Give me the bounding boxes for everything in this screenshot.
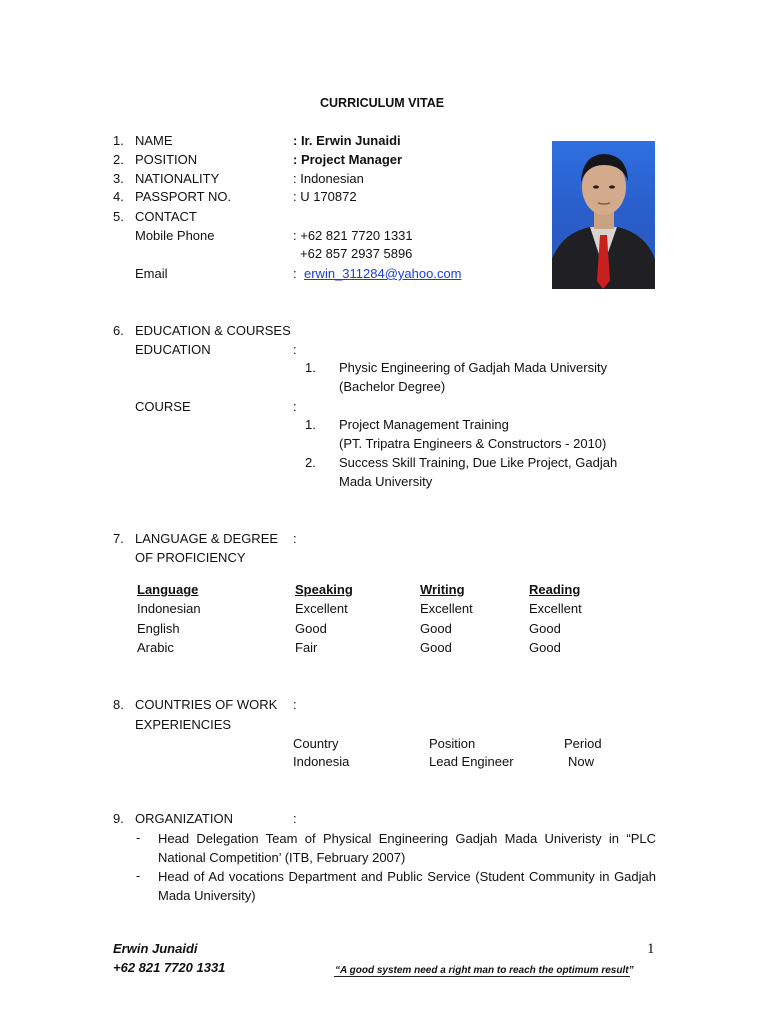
page-title: CURRICULUM VITAE (320, 96, 445, 110)
table-header: Speaking (295, 582, 353, 597)
table-cell: Indonesia (293, 754, 350, 769)
name-value: : Ir. Erwin Junaidi (293, 133, 401, 148)
item-number: 4. (113, 189, 124, 204)
footer-name: Erwin Junaidi (113, 941, 198, 956)
email-label: Email (135, 266, 168, 281)
quote-underline (334, 976, 630, 977)
item-number: 7. (113, 531, 124, 546)
email-colon: : (293, 266, 297, 281)
organization-heading: ORGANIZATION (135, 811, 233, 826)
course-colon: : (293, 399, 297, 414)
table-cell: Good (529, 621, 561, 636)
mobile-phone-label: Mobile Phone (135, 228, 215, 243)
table-cell: Good (529, 640, 561, 655)
education-heading: EDUCATION & COURSES (135, 323, 291, 338)
item-number: 8. (113, 697, 124, 712)
item-number: 3. (113, 171, 124, 186)
bullet: - (136, 868, 141, 883)
table-header: Period (564, 736, 602, 751)
item-number: 2. (113, 152, 124, 167)
contact-label: CONTACT (135, 209, 197, 224)
passport-label: PASSPORT NO. (135, 189, 232, 204)
table-cell: Good (295, 621, 327, 636)
footer-quote: “A good system need a right man to reach the optimum result” (335, 965, 634, 976)
nationality-label: NATIONALITY (135, 171, 220, 186)
email-link[interactable]: erwin_311284@yahoo.com (304, 266, 462, 281)
bullet: - (136, 830, 141, 845)
nationality-value: : Indonesian (293, 171, 364, 186)
course-item-detail: Mada University (339, 474, 433, 489)
course-item-number: 2. (305, 455, 316, 470)
education-item-detail: (Bachelor Degree) (339, 379, 446, 394)
table-cell: Arabic (137, 640, 174, 655)
item-number: 1. (113, 133, 124, 148)
table-cell: Excellent (420, 601, 473, 616)
organization-item: Head Delegation Team of Physical Engineering Gadjah Mada Univeristy in “PLC National Competition’ (ITB, February 2007) (158, 831, 656, 865)
item-number: 6. (113, 323, 124, 338)
countries-heading: COUNTRIES OF WORK (135, 697, 278, 712)
table-header: Country (293, 736, 339, 751)
language-colon: : (293, 531, 297, 546)
table-cell: Excellent (295, 601, 348, 616)
profile-photo (552, 141, 655, 289)
education-label: EDUCATION (135, 342, 211, 357)
name-label: NAME (135, 133, 173, 148)
position-label: POSITION (135, 152, 198, 167)
organization-item: Head of Ad vocations Department and Public Service (Student Community in Gadjah Mada University) (158, 869, 656, 903)
table-cell: Lead Engineer (429, 754, 514, 769)
table-header: Reading (529, 582, 581, 597)
item-number: 9. (113, 811, 124, 826)
course-item-detail: (PT. Tripatra Engineers & Constructors - 2010) (339, 436, 607, 451)
countries-heading-2: EXPERIENCIES (135, 717, 232, 732)
table-cell: Good (420, 640, 452, 655)
item-number: 5. (113, 209, 124, 224)
mobile-phone-value-2: +62 857 2937 5896 (300, 246, 413, 261)
passport-value: : U 170872 (293, 189, 357, 204)
language-heading: LANGUAGE & DEGREE (135, 531, 279, 546)
table-cell: Excellent (529, 601, 582, 616)
page-number: 1 (647, 941, 655, 957)
course-item: Project Management Training (339, 417, 509, 432)
portrait-icon (552, 141, 655, 289)
table-cell: Indonesian (137, 601, 201, 616)
course-item: Success Skill Training, Due Like Project, Gadjah (339, 455, 618, 470)
table-cell: Good (420, 621, 452, 636)
language-heading-2: OF PROFICIENCY (135, 550, 246, 565)
table-cell: Fair (295, 640, 318, 655)
organization-colon: : (293, 811, 297, 826)
education-colon: : (293, 342, 297, 357)
mobile-phone-value: : +62 821 7720 1331 (293, 228, 413, 243)
table-header: Language (137, 582, 199, 597)
education-item-number: 1. (305, 360, 316, 375)
table-cell: Now (568, 754, 595, 769)
course-item-number: 1. (305, 417, 316, 432)
table-header: Writing (420, 582, 465, 597)
course-label: COURSE (135, 399, 191, 414)
position-value: : Project Manager (293, 152, 403, 167)
table-header: Position (429, 736, 476, 751)
countries-colon: : (293, 697, 297, 712)
education-item: Physic Engineering of Gadjah Mada University (339, 360, 608, 375)
table-cell: English (137, 621, 180, 636)
footer-phone: +62 821 7720 1331 (113, 960, 226, 975)
